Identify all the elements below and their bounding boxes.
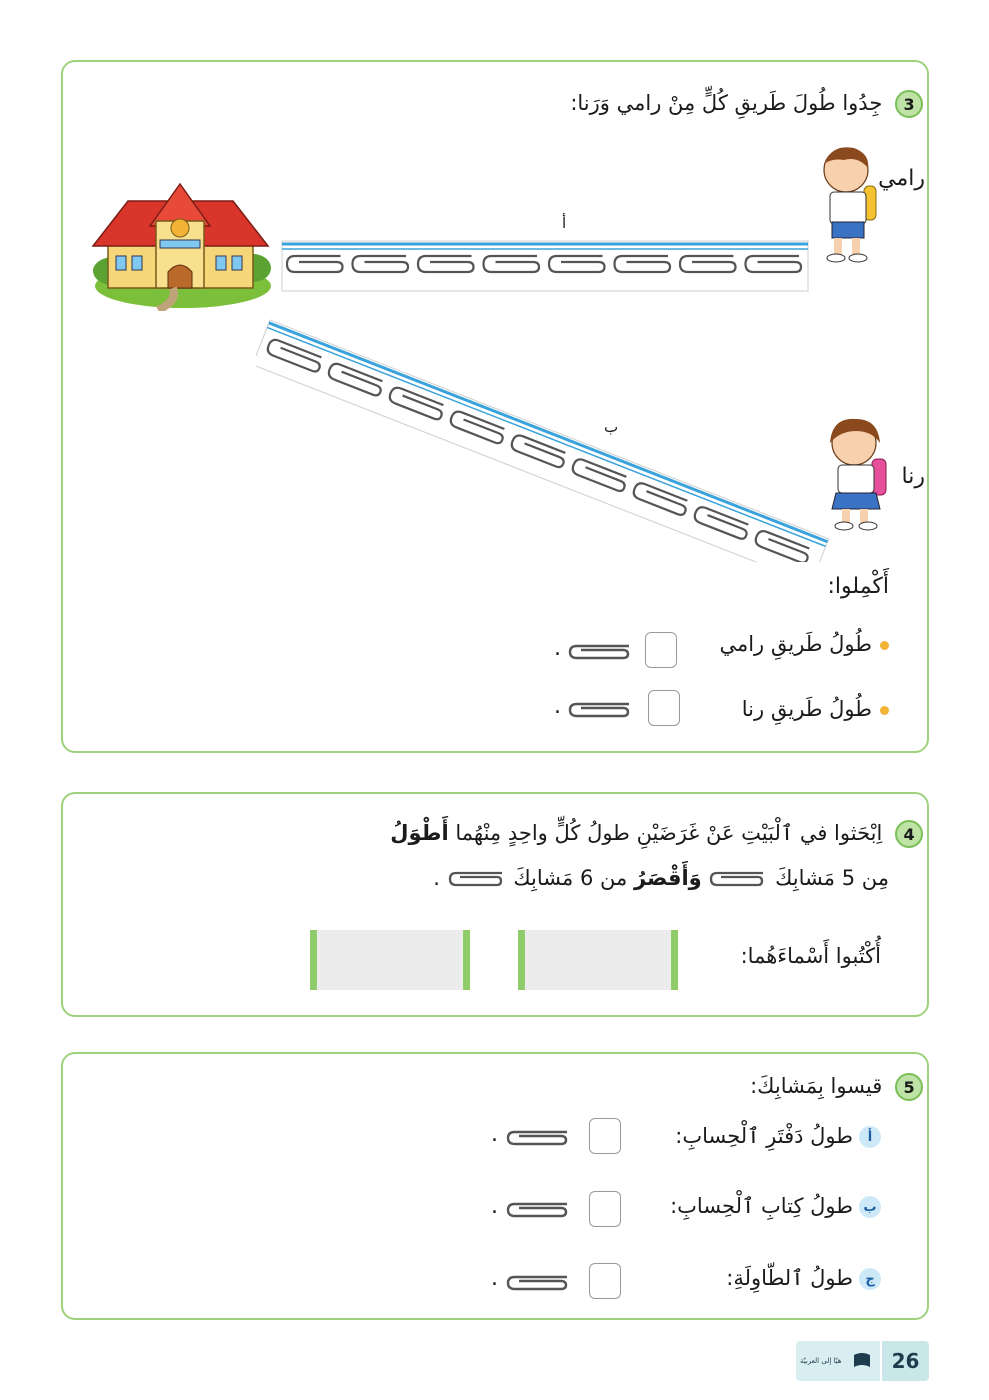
rana-girl-image	[826, 413, 890, 533]
notebook-answer-box[interactable]	[589, 1118, 621, 1154]
paperclip-icon	[567, 698, 635, 722]
path-b-label: ب	[604, 418, 619, 436]
table-answer-box[interactable]	[589, 1263, 621, 1299]
period-1: .	[554, 636, 561, 661]
period-2: .	[554, 694, 561, 719]
publisher-logo-mark	[796, 1341, 880, 1381]
book-answer-box[interactable]	[589, 1191, 621, 1227]
q3-title: جِدُوا طُولَ طَريقِ كُلٍّ مِنْ رامي وَرَنا:	[570, 91, 883, 115]
q3-line-1: طُولُ طَريقِ رامي	[719, 632, 889, 656]
q4-line-1: 4 اِبْحَثوا في ٱلْبَيْتِ عَنْ غَرَضَيْنِ طولُ كُلٍّ واحِدٍ مِنْهُما أَطْوَلُ	[390, 820, 923, 848]
q5-title: قيسوا بِمَشابِكَ:	[750, 1074, 883, 1098]
q5-item-c: جطولُ ٱلطّاوِلَةِ:	[726, 1266, 881, 1290]
complete-label: أَكْمِلوا:	[827, 574, 889, 599]
path-a-label: أ	[562, 214, 567, 232]
object-name-box-1[interactable]	[518, 930, 678, 990]
school-building-image	[88, 176, 273, 311]
q5-heading	[750, 1073, 923, 1101]
period-q5c: .	[491, 1266, 498, 1291]
q3-line-2: طُولُ طَريقِ رنا	[742, 697, 889, 721]
page-number: 26	[882, 1341, 929, 1381]
paperclip-icon	[567, 640, 635, 664]
rana-answer-box[interactable]	[648, 690, 680, 726]
publisher-logo	[796, 1341, 880, 1381]
q5-item-a: أطولُ دَفْتَرِ ٱلْحِسابِ:	[675, 1124, 881, 1148]
period-q5b: .	[491, 1194, 498, 1219]
period-q5a: .	[491, 1122, 498, 1147]
rana-name-label: رنا	[901, 464, 925, 489]
path-b	[256, 312, 834, 562]
write-names-label: أُكْتُبوا أَسْماءَهُما:	[740, 944, 881, 968]
svg-text:هيّا إلى العربيّة: هيّا إلى العربيّة	[800, 1357, 842, 1365]
paperclip-icon	[708, 868, 768, 890]
bullet-dot	[880, 706, 889, 715]
object-name-box-2[interactable]	[310, 930, 470, 990]
bullet-dot	[880, 641, 889, 650]
q3-number: 3	[895, 90, 923, 118]
q5-item-b: بطولُ كِتابِ ٱلْحِسابِ:	[670, 1194, 881, 1218]
path-a	[281, 240, 809, 292]
rami-boy-image	[818, 142, 880, 267]
q5-number: 5	[895, 1073, 923, 1101]
q4-line-2: مِن 5 مَشابِكَ وَأَقْصَرُ من 6 مَشابِكَ .	[433, 866, 889, 890]
paperclip-icon	[505, 1126, 573, 1150]
q3-heading	[570, 90, 923, 118]
rami-name-label: رامي	[878, 166, 925, 191]
paperclip-icon	[505, 1271, 573, 1295]
paperclip-icon	[505, 1198, 573, 1222]
rami-answer-box[interactable]	[645, 632, 677, 668]
paperclip-icon	[447, 868, 507, 890]
q4-number: 4	[895, 820, 923, 848]
